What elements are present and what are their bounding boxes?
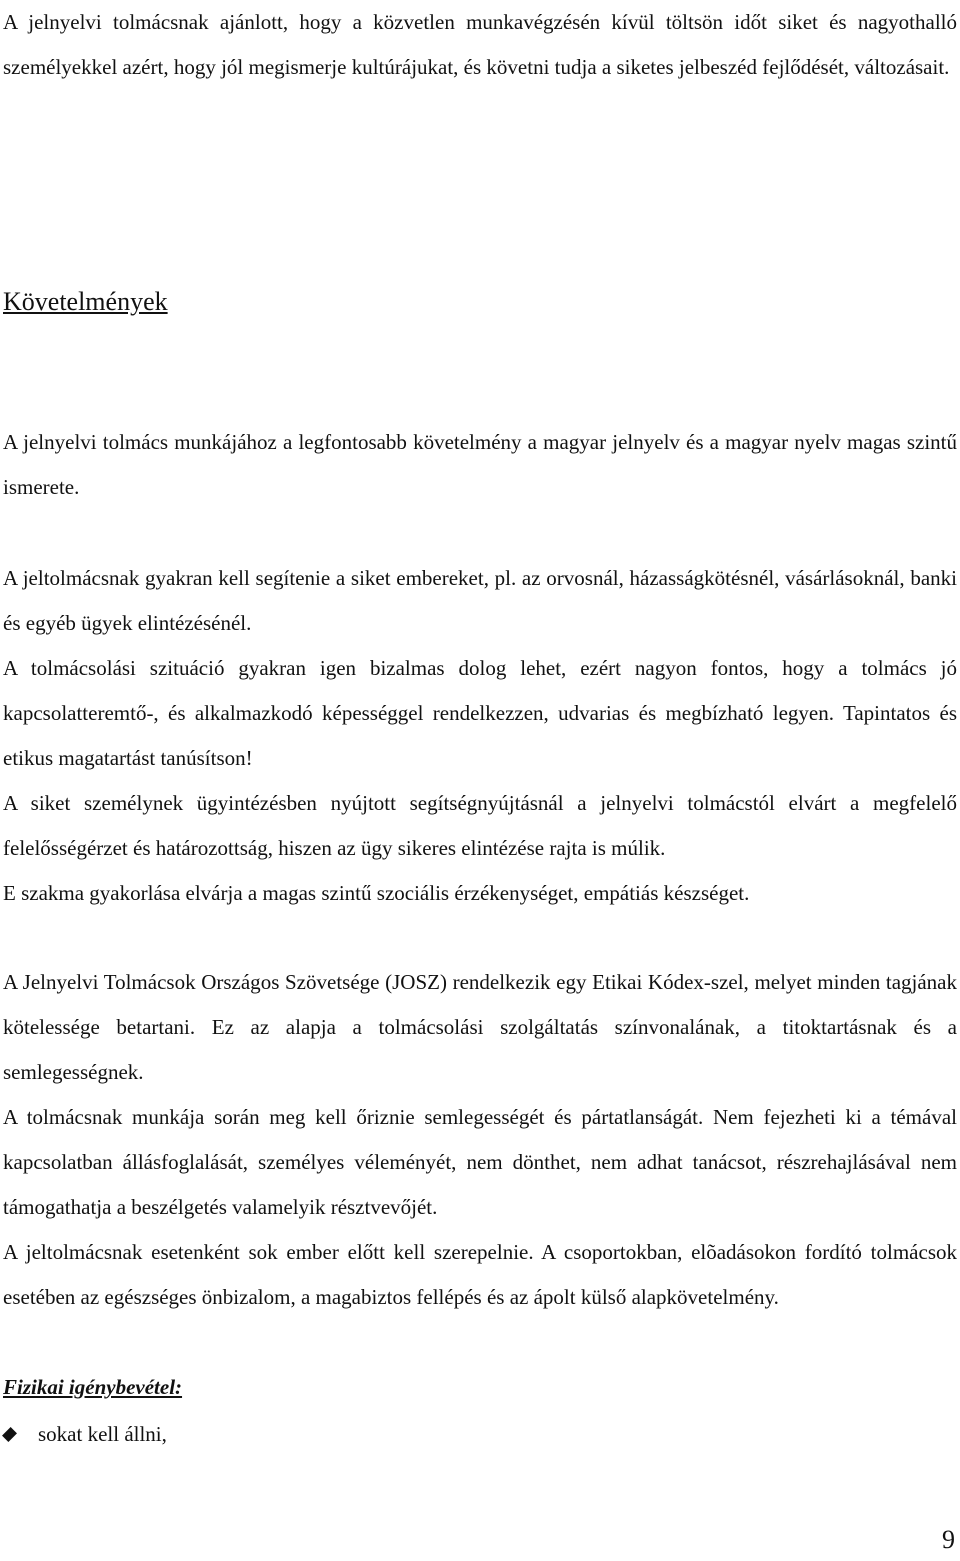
diamond-bullet-icon — [2, 1427, 17, 1442]
list-item — [3, 1412, 957, 1457]
physical-demands-heading: Fizikai igénybevétel: — [3, 1375, 183, 1399]
josz-paragraph-2: A tolmácsnak munkája során meg kell őriznie semlegességét és pártatlanságát. Nem fejezheti ki a témával kapcsolatban állásfoglalását, személyes véleményét, nem dönthet, nem adhat tanácsot, részrehajlásával nem támogathatja a beszélgetés valamelyik résztvevőjét. — [3, 1105, 957, 1219]
requirements-paragraph-3: A tolmácsolási szituáció gyakran igen bizalmas dolog lehet, ezért nagyon fontos, hogy a tolmács jó kapcsolatteremtő-, és alkalmazkodó képességgel rendelkezzen, udvarias és megbízható legyen. Tapintatos és etikus magatartást tanúsítson! — [3, 656, 957, 770]
document-page — [3, 0, 957, 1457]
requirements-paragraph-5: E szakma gyakorlása elvárja a magas szintű szociális érzékenységet, empátiás készséget. — [3, 881, 750, 905]
requirements-heading: Követelmények — [3, 287, 168, 316]
requirements-paragraph-1: A jelnyelvi tolmács munkájához a legfontosabb követelmény a magyar jelnyelv és a magyar nyelv magas szintű ismerete. — [3, 430, 957, 499]
requirements-paragraph-4: A siket személynek ügyintézésben nyújtott segítségnyújtásnál a jelnyelvi tolmácstól elvárt a megfelelő felelősségérzet és határozottság, hiszen az ügy sikeres elintézése rajta is múlik. — [3, 791, 957, 860]
josz-paragraph-1: A Jelnyelvi Tolmácsok Országos Szövetsége (JOSZ) rendelkezik egy Etikai Kódex-szel, melyet minden tagjának kötelessége betartani. Ez az alapja a tolmácsolási szolgáltatás színvonalának, a titoktartásnak és a semlegességnek. — [3, 970, 957, 1084]
page-number: 9 — [942, 1525, 955, 1554]
list-item-text: sokat kell állni, — [38, 1422, 167, 1446]
requirements-paragraph-2: A jeltolmácsnak gyakran kell segítenie a siket embereket, pl. az orvosnál, házasságkötésnél, vásárlásoknál, banki és egyéb ügyek elintézésénél. — [3, 566, 957, 635]
physical-demands-list — [3, 1412, 957, 1457]
josz-paragraph-3: A jeltolmácsnak esetenként sok ember előtt kell szerepelnie. A csoportokban, elõadásokon fordító tolmácsok esetében az egészséges önbizalom, a magabiztos fellépés és az ápolt külső alapkövetelmény. — [3, 1240, 957, 1309]
intro-paragraph: A jelnyelvi tolmácsnak ajánlott, hogy a közvetlen munkavégzésén kívül töltsön időt siket és nagyothalló személyekkel azért, hogy jól megismerje kultúrájukat, és követni tudja a siketes jelbeszéd fejlődését, változásait. — [3, 10, 957, 79]
